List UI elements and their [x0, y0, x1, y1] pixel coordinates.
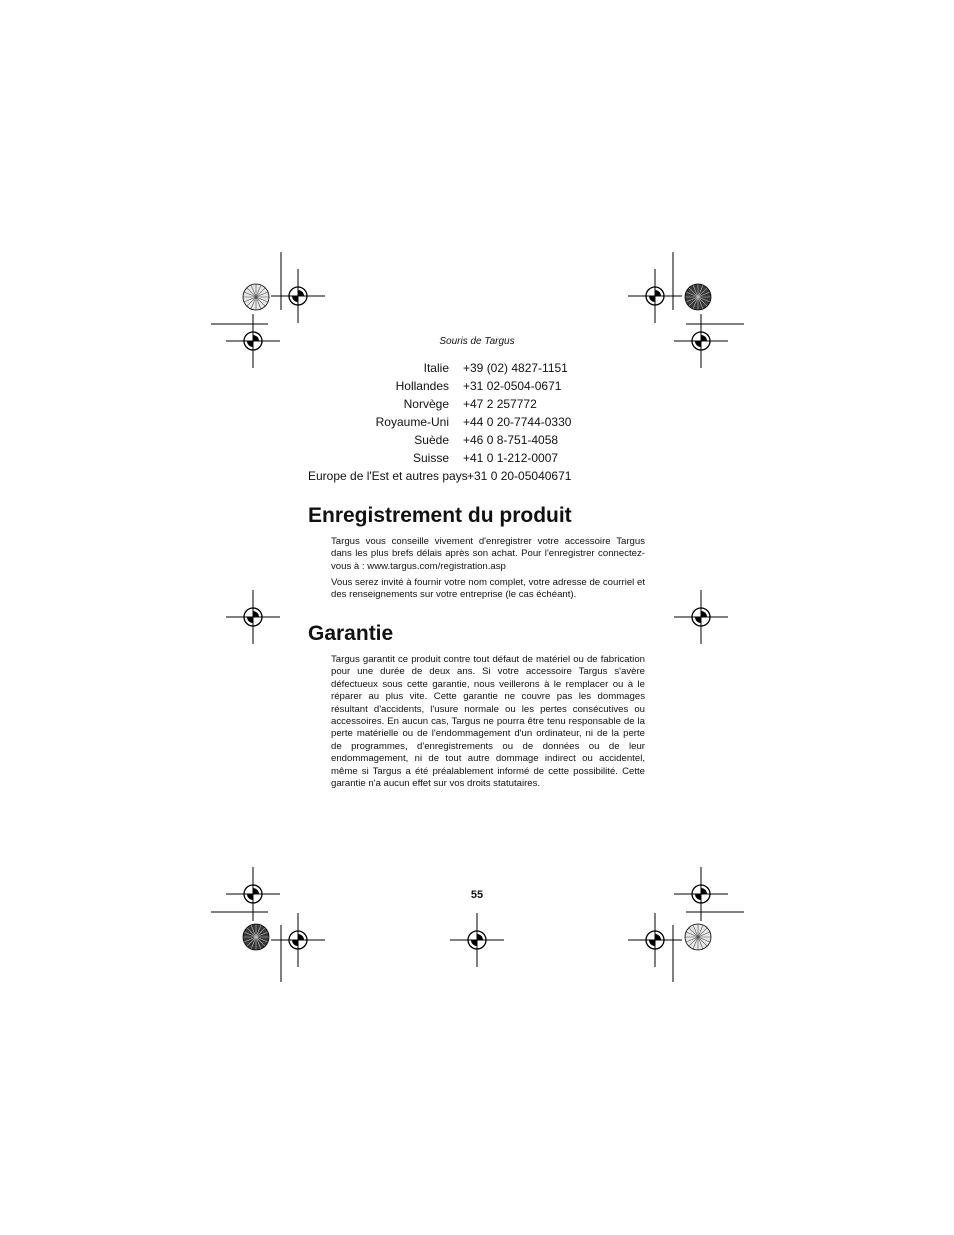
warranty-paragraph: Targus garantit ce produit contre tout défaut de matériel ou de fabrication pour une durée de deux ans. Si votre accessoire Targus s'avère défectueux sous cette garantie, nous veillerons à le remplacer ou à le réparer au plus vite. Cette garantie ne couvre pas les dommages résultant d'accidents, l'usure normale ou les pertes consécutives ou accessoires. En aucun cas, Targus ne pourra être tenu responsable de la perte matérielle ou de l'endommagement d'un ordinateur, ni de la perte de programmes, d'enregistrements ou de données ou de leur endommagement, ni de tout autre dommage indirect ou accidentel, même si Targus a été préalablement informé de cette possibilité. Cette garantie n'a aucun effet sur vos droits statutaires. — [331, 654, 645, 790]
registration-paragraph: Targus vous conseille vivement d'enregistrer votre accessoire Targus dans les plus brefs délais après son achat. Pour l'enregistrer connectez-vous à : www.targus.com/registration.asp — [331, 536, 645, 572]
contact-list — [300, 359, 660, 485]
contact-country: Italie — [423, 361, 449, 375]
contact-row — [300, 431, 660, 449]
contact-row — [300, 377, 660, 395]
registration-paragraph: Vous serez invité à fournir votre nom complet, votre adresse de courriel et des renseignements sur votre entreprise (le cas échéant). — [331, 577, 645, 601]
contact-row — [300, 467, 660, 485]
contact-phone: +39 (02) 4827-1151 — [463, 361, 568, 375]
contact-country: Hollandes — [395, 379, 449, 393]
running-header: Souris de Targus — [439, 336, 515, 347]
contact-row — [300, 449, 660, 467]
page-number: 55 — [470, 889, 484, 901]
warranty-heading: Garantie — [308, 622, 394, 645]
contact-row — [300, 413, 660, 431]
contact-phone: +44 0 20-7744-0330 — [463, 415, 572, 429]
contact-country: Europe de l'Est et autres pays — [308, 469, 468, 483]
contact-phone: +47 2 257772 — [463, 397, 537, 411]
contact-phone: +41 0 1-212-0007 — [463, 451, 559, 465]
contact-row — [300, 359, 660, 377]
contact-phone: +31 0 20-05040671 — [467, 469, 572, 483]
contact-phone: +31 02-0504-0671 — [463, 379, 562, 393]
contact-phone: +46 0 8-751-4058 — [463, 433, 559, 447]
contact-country: Suisse — [412, 451, 449, 465]
registration-heading: Enregistrement du produit — [308, 504, 572, 527]
contact-country: Royaume-Uni — [375, 415, 449, 429]
contact-row — [300, 395, 660, 413]
contact-country: Norvège — [403, 397, 449, 411]
contact-country: Suède — [414, 433, 449, 447]
